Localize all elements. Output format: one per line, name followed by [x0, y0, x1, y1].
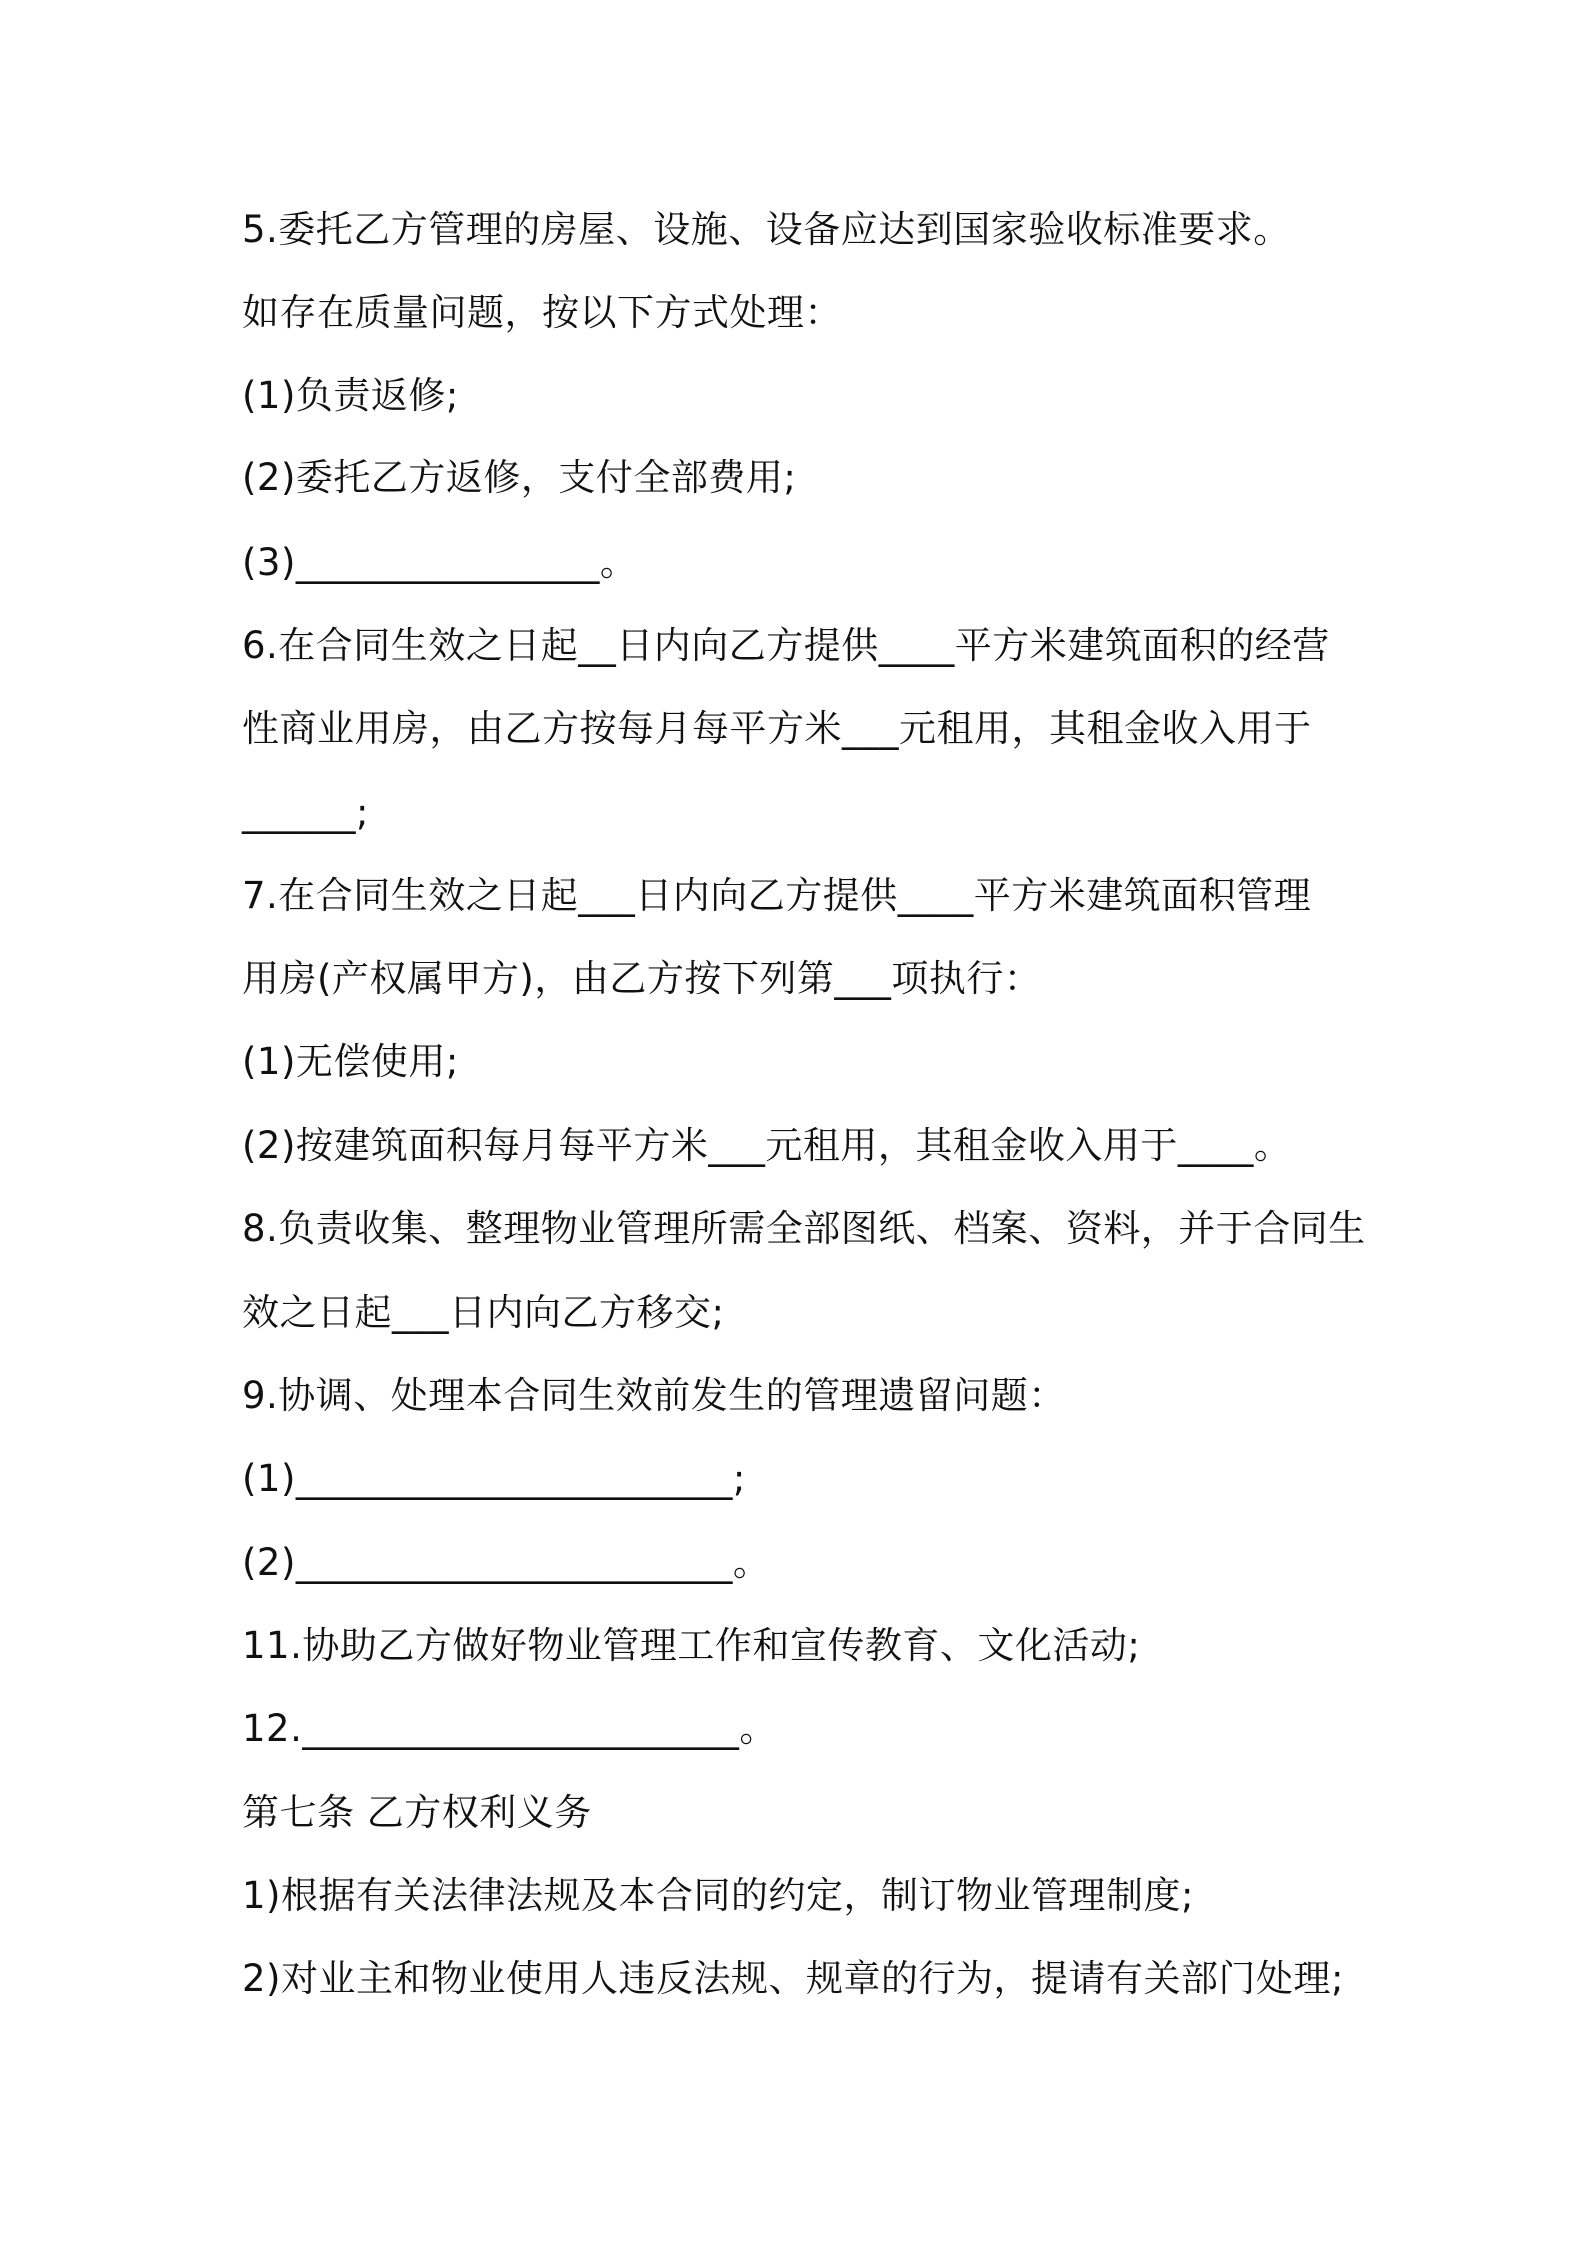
text-line: 12._______________________。 [242, 1707, 777, 1750]
text-line: 性商业用房，由乙方按每月每平方米___元租用，其租金收入用于 [242, 707, 1312, 750]
text-line: ______; [242, 791, 369, 834]
text-line: 9.协调、处理本合同生效前发生的管理遗留问题： [242, 1374, 1066, 1417]
text-line: (2)_______________________。 [242, 1541, 771, 1584]
text-line: 7.在合同生效之日起___日内向乙方提供____平方米建筑面积管理 [242, 874, 1312, 917]
text-line: (2)委托乙方返修，支付全部费用; [242, 456, 797, 499]
text-line: (2)按建筑面积每月每平方米___元租用，其租金收入用于____。 [242, 1124, 1292, 1167]
section-heading: 第七条 乙方权利义务 [242, 1791, 592, 1834]
text-line: 如存在质量问题，按以下方式处理： [242, 291, 842, 334]
text-line: 5.委托乙方管理的房屋、设施、设备应达到国家验收标准要求。 [242, 208, 1291, 251]
text-line: 6.在合同生效之日起__日内向乙方提供____平方米建筑面积的经营 [242, 624, 1330, 667]
text-line: (1)_______________________; [242, 1457, 746, 1500]
text-line: 8.负责收集、整理物业管理所需全部图纸、档案、资料，并于合同生 [242, 1207, 1366, 1250]
text-line: 用房(产权属甲方)，由乙方按下列第___项执行： [242, 957, 1042, 1000]
text-line: 11.协助乙方做好物业管理工作和宣传教育、文化活动; [242, 1624, 1141, 1667]
text-line: (1)负责返修; [242, 374, 459, 417]
text-line: (3)________________。 [242, 541, 638, 584]
text-line: 2)对业主和物业使用人违反法规、规章的行为，提请有关部门处理; [242, 1957, 1344, 2000]
text-line: (1)无偿使用; [242, 1040, 459, 1083]
text-line: 1)根据有关法律法规及本合同的约定，制订物业管理制度; [242, 1874, 1194, 1917]
text-line: 效之日起___日内向乙方移交; [242, 1291, 725, 1334]
